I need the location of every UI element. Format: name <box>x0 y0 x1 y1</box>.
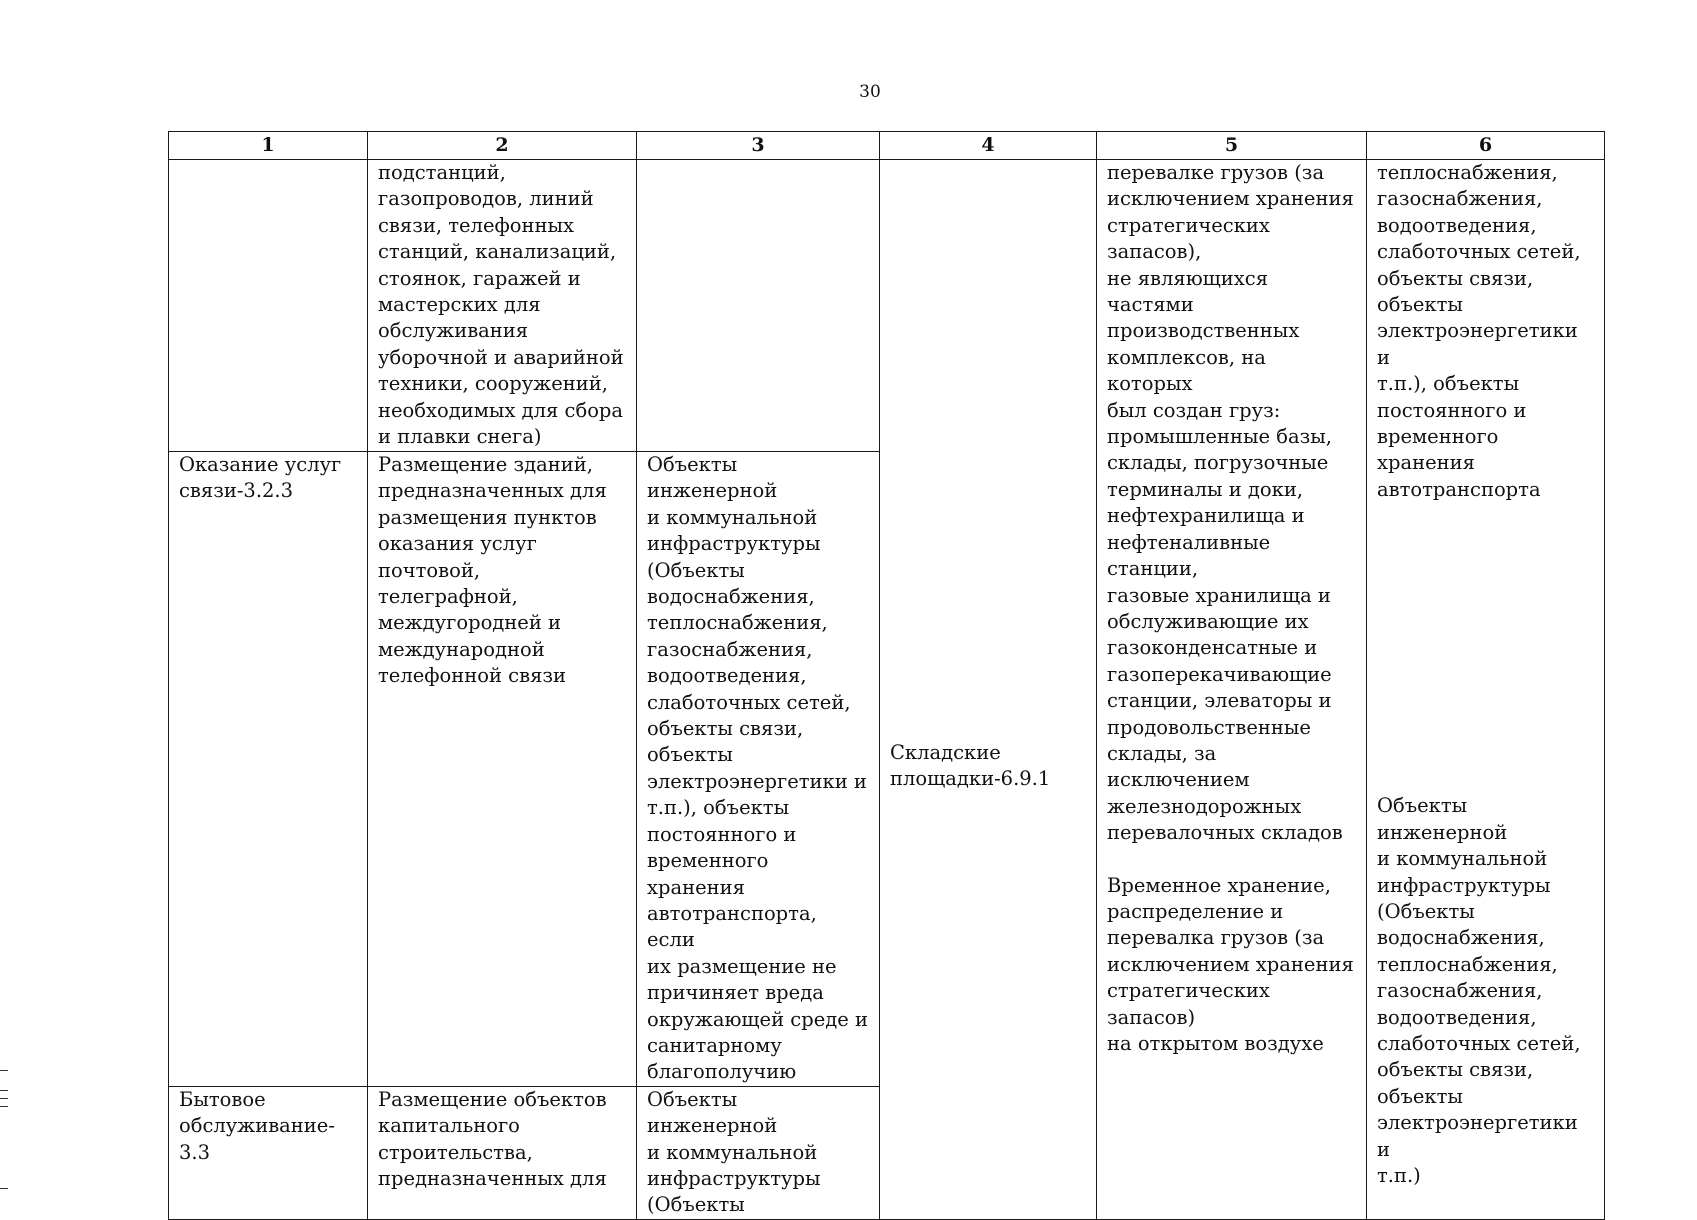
header-cell-3: 3 <box>637 132 880 160</box>
col5-merged-cell <box>1097 160 1367 1220</box>
row1-col2-cell <box>368 160 637 452</box>
row1-col3-cell <box>637 160 880 452</box>
col5-bottom-text: Временное хранение, распределение и перевалка грузов (за исключением хранения стратегических запасов) на открытом воздухе <box>1107 873 1354 1055</box>
header-cell-6: 6 <box>1367 132 1605 160</box>
row1-col2-text: подстанций, газопроводов, линий связи, телефонных станций, канализаций, стоянок, гаражей и мастерских для обслуживания уборочной и аварийной техники, сооружений, необходимых для сбора и плавки снега) <box>378 161 624 449</box>
row2-col2-cell <box>368 452 637 1087</box>
row2-col3-text: Объекты инженерной и коммунальной инфраструктуры (Объекты водоснабжения, теплоснабжения, газоснабжения, водоотведения, слаботочных сетей, объекты связи, объекты электроэнергетики и т.п.), объекты постоянного и временного хранения автотранспорта, если их размещение не причиняет вреда окружающей среде и санитарному благополучию <box>647 453 868 1084</box>
header-cell-2: 2 <box>368 132 637 160</box>
row3-col3-cell <box>637 1086 880 1219</box>
page-number: 30 <box>859 82 881 102</box>
row2-col2-text: Размещение зданий, предназначенных для размещения пунктов оказания услуг почтовой, телеграфной, междугородней и международной телефонной связи <box>378 453 607 688</box>
row3-col1-text: Бытовое обслуживание- 3.3 <box>179 1087 335 1164</box>
col6-merged-cell <box>1367 160 1605 1220</box>
scan-margin-mark <box>0 1106 8 1107</box>
header-cell-4: 4 <box>880 132 1097 160</box>
col6-bottom-text: Объекты инженерной и коммунальной инфраструктуры (Объекты водоснабжения, теплоснабжения, газоснабжения, водоотведения, слаботочных сетей, объекты связи, объекты электроэнергетики и т.п.) <box>1377 794 1581 1187</box>
scan-margin-mark <box>0 1098 8 1099</box>
row3-col1-cell <box>169 1086 368 1219</box>
row1-col1-cell <box>169 160 368 452</box>
col4-merged-cell <box>880 160 1097 1220</box>
row2-col3-cell <box>637 452 880 1087</box>
header-cell-1: 1 <box>169 132 368 160</box>
row2-col1-text: Оказание услуг связи-3.2.3 <box>179 453 342 503</box>
col5-top-text: перевалке грузов (за исключением хранения стратегических запасов), не являющихся частями производственных комплексов, на которых был создан груз: промышленные базы, склады, погрузочные терминалы и доки, нефтехранилища и нефтеналивные станции, газовые хранилища и обслуживающие их газоконденсатные и газоперекачивающие станции, элеваторы и продовольственные склады, за исключением железнодорожных перевалочных складов <box>1107 161 1354 845</box>
scan-margin-mark <box>0 1070 8 1071</box>
table-row <box>169 160 1605 452</box>
header-cell-5: 5 <box>1097 132 1367 160</box>
scan-margin-mark <box>0 1090 8 1091</box>
col4-text: Складские площадки-6.9.1 <box>890 741 1051 791</box>
row3-col2-text: Размещение объектов капитального строительства, предназначенных для <box>378 1087 607 1190</box>
land-use-table <box>168 131 1605 1220</box>
row3-col3-text: Объекты инженерной и коммунальной инфраструктуры (Объекты <box>647 1087 821 1217</box>
row2-col1-cell <box>169 452 368 1087</box>
col6-top-text: теплоснабжения, газоснабжения, водоотведения, слаботочных сетей, объекты связи, объекты электроэнергетики и т.п.), объекты постоянного и временного хранения автотранспорта <box>1377 161 1581 501</box>
table-header-row <box>169 132 1605 160</box>
scan-margin-mark <box>0 1188 8 1189</box>
row3-col2-cell <box>368 1086 637 1219</box>
